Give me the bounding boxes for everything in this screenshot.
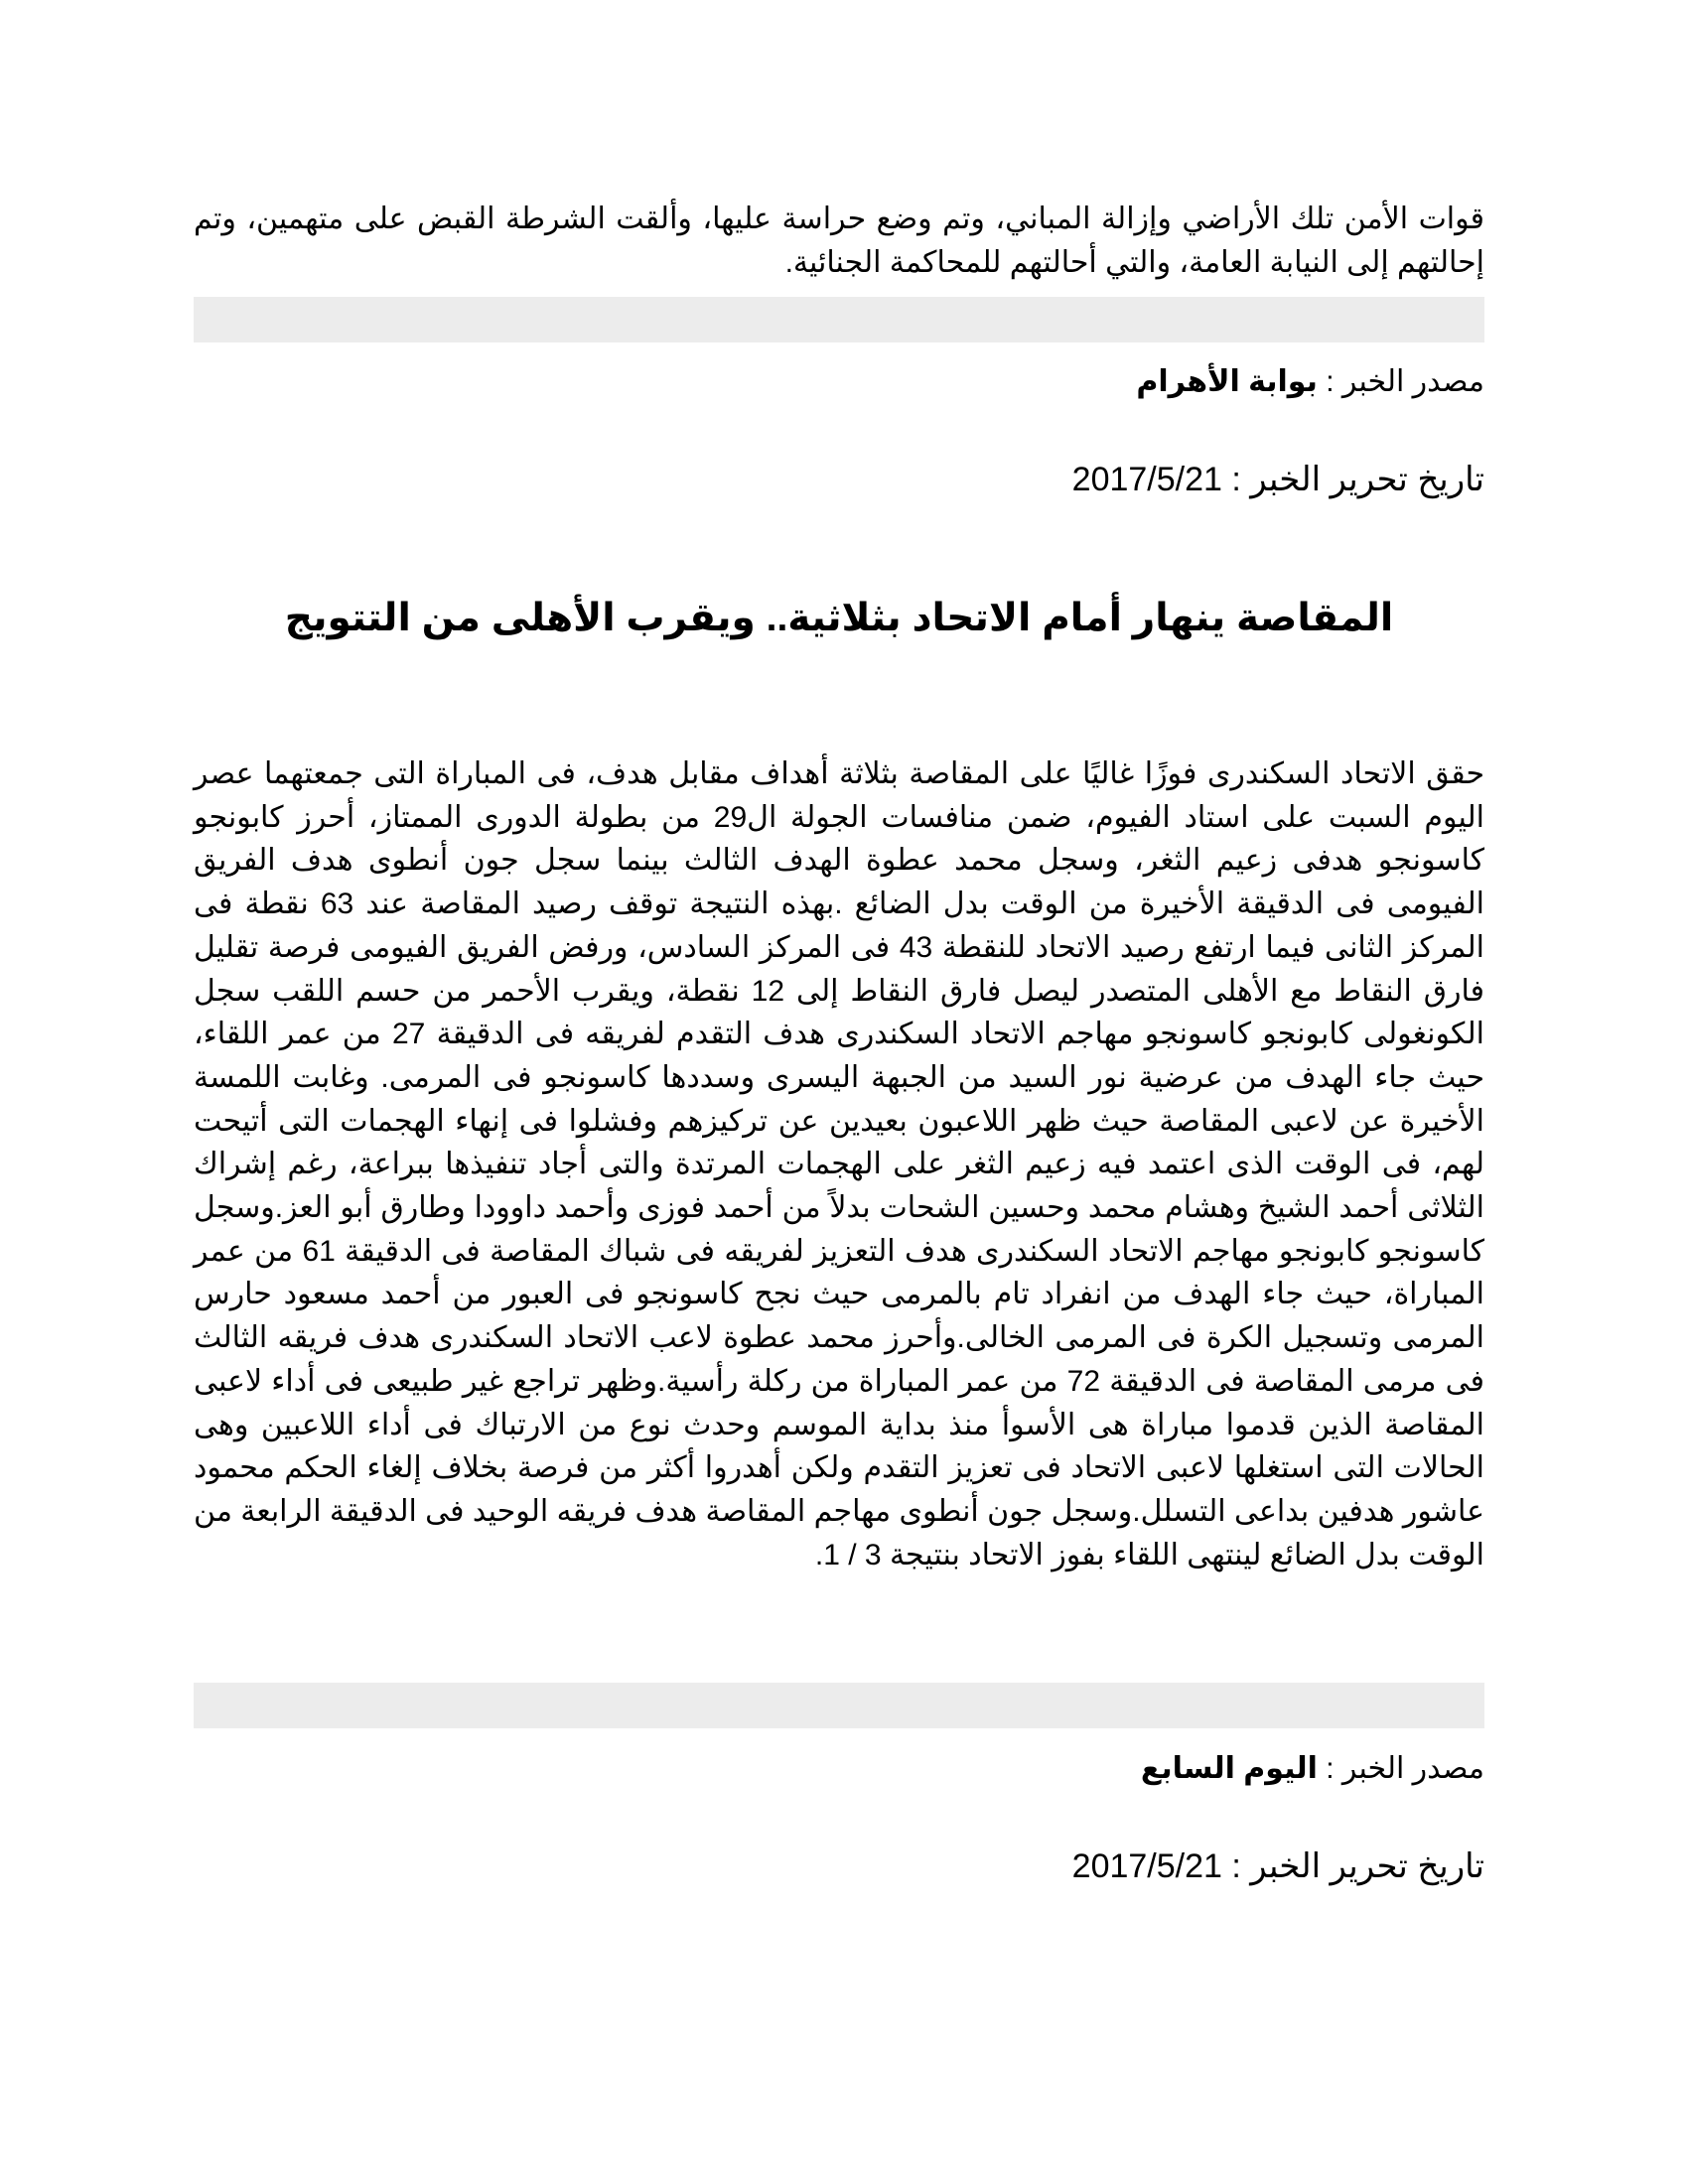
article-1-tail-paragraph: قوات الأمن تلك الأراضي وإزالة المباني، وتم وضع حراسة عليها، وألقت الشرطة القبض على متهمين، وتم إحالتهم إلى النيابة العامة، والتي أحالتهم للمحاكمة الجنائية. xyxy=(194,203,1484,279)
article-2-headline: المقاصة ينهار أمام الاتحاد بثلاثية.. ويقرب الأهلى من التتويج xyxy=(284,597,1394,639)
article-1-date xyxy=(194,460,1484,499)
article-2-date xyxy=(194,1846,1484,1886)
separator-band xyxy=(194,1683,1484,1728)
source-value: بوابة الأهرام xyxy=(1136,365,1318,398)
document-page xyxy=(194,0,1484,2184)
article-2-source xyxy=(194,1749,1484,1789)
source-label: مصدر الخبر : xyxy=(1317,1752,1484,1785)
separator-band xyxy=(194,297,1484,342)
date-label: تاريخ تحرير الخبر : xyxy=(1221,1847,1484,1885)
article-1-source xyxy=(194,362,1484,402)
date-value: 2017/5/21 xyxy=(1071,1847,1222,1885)
source-value: اليوم السابع xyxy=(1140,1752,1318,1785)
article-2-body-paragraph: حقق الاتحاد السكندرى فوزًا غاليًا على المقاصة بثلاثة أهداف مقابل هدف، فى المباراة التى جمعتهما عصر اليوم السبت على استاد الفيوم، ضمن منافسات الجولة ال29 من بطولة الدورى الممتاز، أحرز كابونجو كاسونجو هدفى زعيم الثغر، وسجل محمد عطوة الهدف الثالث بينما سجل جون أنطوى هدف الفريق الفيومى فى الدقيقة الأخيرة من الوقت بدل الضائع .بهذه النتيجة توقف رصيد المقاصة عند 63 نقطة فى المركز الثانى فيما ارتفع رصيد الاتحاد للنقطة 43 فى المركز السادس، ورفض الفريق الفيومى فرصة تقليل فارق النقاط مع الأهلى المتصدر ليصل فارق النقاط إلى 12 نقطة، ويقرب الأحمر من حسم اللقب سجل الكونغولى كابونجو كاسونجو مهاجم الاتحاد السكندرى هدف التقدم لفريقه فى الدقيقة 27 من عمر اللقاء، حيث جاء الهدف من عرضية نور السيد من الجبهة اليسرى وسددها كاسونجو فى المرمى. وغابت اللمسة الأخيرة عن لاعبى المقاصة حيث ظهر اللاعبون بعيدين عن تركيزهم وفشلوا فى إنهاء الهجمات التى أتيحت لهم، فى الوقت الذى اعتمد فيه زعيم الثغر على الهجمات المرتدة والتى أجاد تنفيذها ببراعة، رغم إشراك الثلاثى أحمد الشيخ وهشام محمد وحسين الشحات بدلاً من أحمد فوزى وأحمد داوودا وطارق أبو العز.وسجل كاسونجو كابونجو مهاجم الاتحاد السكندرى هدف التعزيز لفريقه فى شباك المقاصة فى الدقيقة 61 من عمر المباراة، حيث جاء الهدف من انفراد تام بالمرمى حيث نجح كاسونجو فى العبور من أحمد مسعود حارس المرمى وتسجيل الكرة فى المرمى الخالى.وأحرز محمد عطوة لاعب الاتحاد السكندرى هدف فريقه الثالث فى مرمى المقاصة فى الدقيقة 72 من عمر المباراة من ركلة رأسية.وظهر تراجع غير طبيعى فى أداء لاعبى المقاصة الذين قدموا مباراة هى الأسوأ منذ بداية الموسم وحدث نوع من الارتباك فى أداء اللاعبين وهى الحالات التى استغلها لاعبى الاتحاد فى تعزيز التقدم ولكن أهدروا أكثر من فرصة بخلاف إلغاء الحكم محمود عاشور هدفين بداعى التسلل.وسجل جون أنطوى مهاجم المقاصة هدف فريقه الوحيد فى الدقيقة الرابعة من الوقت بدل الضائع لينتهى اللقاء بفوز الاتحاد بنتيجة 3 / 1. xyxy=(194,757,1485,1571)
date-value: 2017/5/21 xyxy=(1071,461,1222,498)
date-label: تاريخ تحرير الخبر : xyxy=(1221,461,1484,498)
source-label: مصدر الخبر : xyxy=(1317,365,1484,398)
